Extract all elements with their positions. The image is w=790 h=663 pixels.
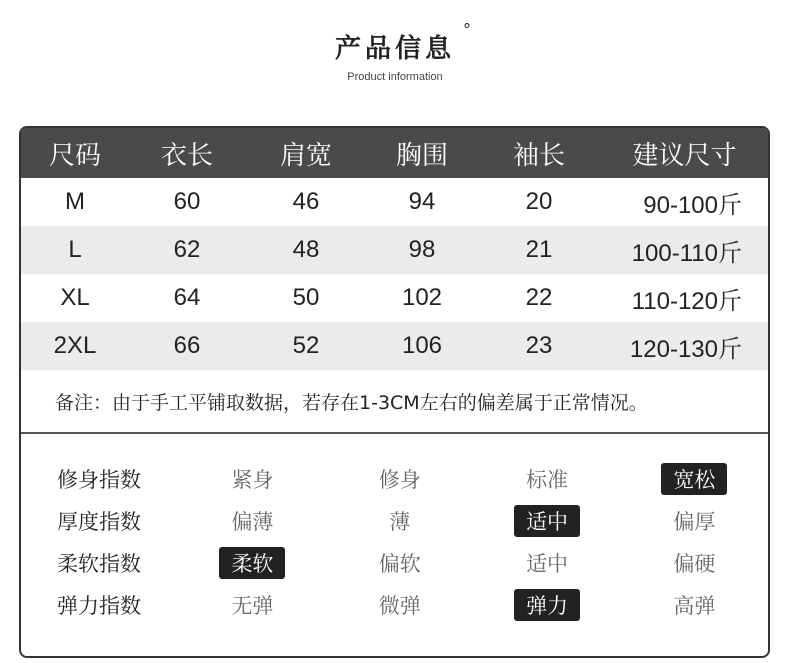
index-option (473, 505, 620, 537)
table-cell: L (68, 236, 82, 263)
table-header-cell: 建议尺寸 (632, 140, 737, 171)
table-cell: 102 (401, 284, 443, 311)
index-label: 柔软指数 (57, 552, 141, 576)
title-text: 产品信息 (334, 34, 455, 64)
table-cell: 94 (408, 188, 436, 215)
table-cell: 22 (525, 284, 553, 311)
table-cell: 64 (173, 284, 201, 311)
index-row-fit (21, 458, 768, 500)
option-label: 偏厚 (673, 510, 716, 534)
index-option (326, 589, 473, 621)
index-row-thickness (21, 500, 768, 542)
table-cell: 62 (173, 236, 201, 263)
table-header-cell: 衣长 (160, 140, 213, 171)
table-row (21, 274, 768, 322)
selected-option-label: 宽松 (661, 463, 727, 495)
option-label: 偏软 (378, 552, 421, 576)
table-cell: 52 (292, 332, 320, 359)
table-cell: 21 (525, 236, 553, 263)
table-cell: 60 (173, 188, 201, 215)
index-option (179, 589, 326, 621)
option-label: 无弹 (231, 594, 274, 618)
option-label: 标准 (526, 468, 569, 492)
index-option (621, 547, 768, 579)
index-option (326, 463, 473, 495)
option-label: 微弹 (378, 594, 421, 618)
index-option (473, 589, 620, 621)
selected-option-label: 适中 (514, 505, 580, 537)
table-cell: 2XL (53, 332, 97, 359)
table-header-cell: 袖长 (512, 140, 565, 171)
table-cell: 50 (292, 284, 320, 311)
index-row-elasticity (21, 584, 768, 626)
table-cell: 66 (173, 332, 201, 359)
page-title (334, 20, 475, 65)
table-cell: 23 (525, 332, 553, 359)
fit-index-section (21, 434, 768, 626)
index-option (473, 547, 620, 579)
index-option (179, 547, 326, 579)
table-row (21, 322, 768, 370)
table-header-cell: 胸围 (395, 140, 448, 171)
table-cell: M (65, 188, 85, 215)
option-label: 薄 (389, 510, 411, 534)
index-option (621, 589, 768, 621)
table-row (21, 226, 768, 274)
index-option (621, 505, 768, 537)
index-label: 弹力指数 (57, 594, 141, 618)
index-label: 修身指数 (57, 468, 141, 492)
table-cell: 20 (525, 188, 553, 215)
table-cell: 106 (401, 332, 443, 359)
index-option (473, 463, 620, 495)
option-label: 偏薄 (231, 510, 274, 534)
table-header-row (21, 128, 768, 178)
option-label: 偏硬 (673, 552, 716, 576)
size-chart-card (19, 126, 770, 658)
measurement-note: 备注：由于手工平铺取数据，若存在1-3CM左右的偏差属于正常情况。 (55, 391, 648, 414)
table-row (21, 178, 768, 226)
table-header-cell: 尺码 (48, 140, 101, 171)
selected-option-label: 柔软 (219, 547, 285, 579)
index-option (621, 463, 768, 495)
option-label: 高弹 (673, 594, 716, 618)
table-cell: 98 (408, 236, 436, 263)
table-cell: 120-130斤 (629, 335, 742, 363)
option-label: 适中 (526, 552, 569, 576)
table-cell: 110-120斤 (631, 287, 742, 315)
table-cell: 90-100斤 (643, 191, 742, 219)
option-label: 修身 (378, 468, 421, 492)
option-label: 紧身 (231, 468, 274, 492)
index-option (179, 463, 326, 495)
table-cell: XL (60, 284, 90, 311)
index-label: 厚度指数 (57, 510, 141, 534)
selected-option-label: 弹力 (514, 589, 580, 621)
index-row-softness (21, 542, 768, 584)
table-cell: 100-110斤 (631, 239, 742, 267)
product-info-header (0, 20, 790, 83)
index-option (326, 505, 473, 537)
index-option (326, 547, 473, 579)
table-cell: 48 (292, 236, 320, 263)
index-option (179, 505, 326, 537)
table-header-cell: 肩宽 (279, 140, 332, 171)
page-subtitle: Product information (347, 71, 443, 83)
degree-mark: ° (463, 20, 475, 39)
table-cell: 46 (292, 188, 320, 215)
